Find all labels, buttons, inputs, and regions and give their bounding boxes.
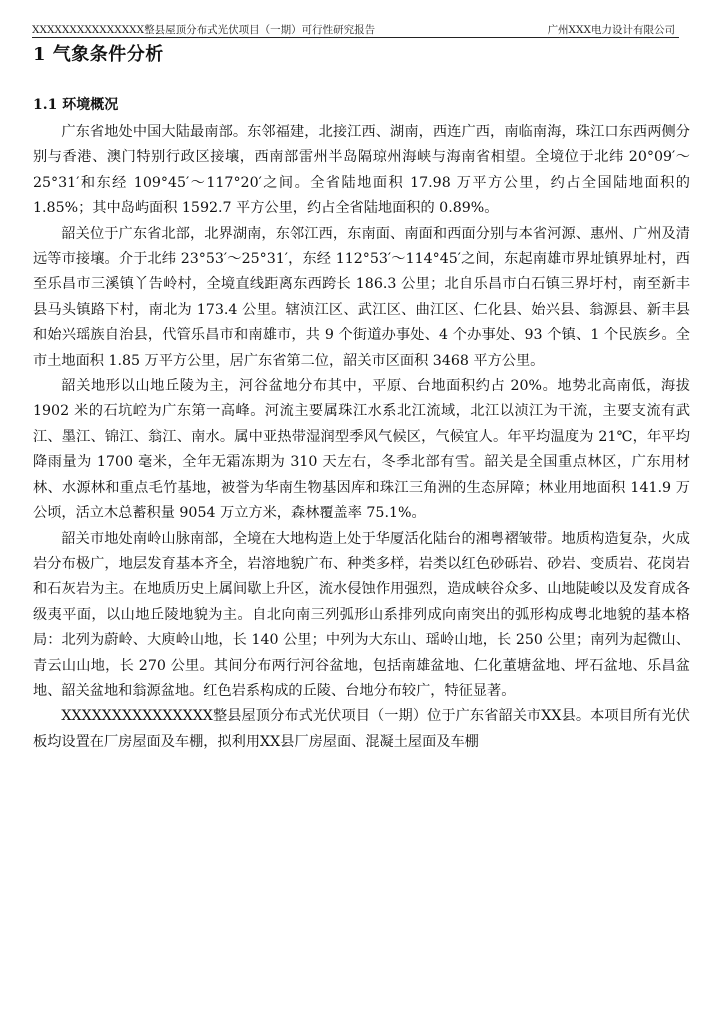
header-report-title: XXXXXXXXXXXXXXX整县屋顶分布式光伏项目（一期）可行性研究报告 [32,23,376,36]
header-divider [32,37,679,38]
header-company-name: 广州XXX电力设计有限公司 [547,23,675,36]
paragraph: 韶关位于广东省北部，北界湖南，东邻江西，东南面、南面和西面分别与本省河源、惠州、广州及清远等市接壤。介于北纬 23°53′～25°31′，东经 112°53′～114°45′之间，东起南雄市界址镇界址村，西至乐昌市三溪镇丫告岭村，全境直线距离东西跨长 186.3 公里；北自乐昌市白石镇三界圩村，南至新丰县马头镇路下村，南北为 173.4 公里。辖浈江区、武江区、曲江区、仁化县、始兴县、翁源县、新丰县和始兴瑶族自治县，代管乐昌市和南雄市，共 9 个街道办事处、4 个办事处、93 个镇、1 个民族乡。全市土地面积 1.85 万平方公里，居广东省第二位，韶关市区面积 3468 平方公里。 [33,225,690,369]
page-header [32,22,675,36]
body-text [33,120,690,755]
paragraph: 广东省地处中国大陆最南部。东邻福建，北接江西、湖南，西连广西，南临南海，珠江口东西两侧分别与香港、澳门特别行政区接壤，西南部雷州半岛隔琼州海峡与海南省相望。全境位于北纬 20°09′～25°31′和东经 109°45′～117°20′之间。全省陆地面积 17.98 万平方公里，约占全国陆地面积的 1.85%；其中岛屿面积 1592.7 平方公里，约占全省陆地面积的 0.89%。 [33,124,690,217]
chapter-title: 1 气象条件分析 [33,44,164,65]
paragraph: 韶关地形以山地丘陵为主，河谷盆地分布其中，平原、台地面积约占 20%。地势北高南低，海拔 1902 米的石坑崆为广东第一高峰。河流主要属珠江水系北江流域，北江以浈江为干流，主要支流有武江、墨江、锦江、翁江、南水。属中亚热带湿润型季风气候区，气候宜人。年平均温度为 21℃，年平均降雨量为 1700 毫米，全年无霜冻期为 310 天左右，冬季北部有雪。韶关是全国重点林区，广东用材林、水源林和重点毛竹基地，被誉为华南生物基因库和珠江三角洲的生态屏障；林业用地面积 141.9 万公顷，活立木总蓄积量 9054 万立方米，森林覆盖率 75.1%。 [33,378,690,522]
section-heading: 1.1 环境概况 [33,97,119,113]
paragraph: XXXXXXXXXXXXXXX整县屋顶分布式光伏项目（一期）位于广东省韶关市XX县。本项目所有光伏板均设置在厂房屋面及车棚，拟利用XX县厂房屋面、混凝土屋面及车棚 [33,708,690,750]
paragraph: 韶关市地处南岭山脉南部，全境在大地构造上处于华厦活化陆台的湘粤褶皱带。地质构造复杂，火成岩分布极广，地层发育基本齐全，岩溶地貌广布、种类多样，岩类以红色砂砾岩、砂岩、变质岩、花岗岩和石灰岩为主。在地质历史上属间歇上升区，流水侵蚀作用强烈，造成峡谷众多、山地陡峻以及发育成各级夷平面，以山地丘陵地貌为主。自北向南三列弧形山系排列成向南突出的弧形构成粤北地貌的基本格局：北列为蔚岭、大庾岭山地，长 140 公里；中列为大东山、瑶岭山地，长 250 公里；南列为起微山、青云山山地，长 270 公里。其间分布两行河谷盆地，包括南雄盆地、仁化董塘盆地、坪石盆地、乐昌盆地、韶关盆地和翁源盆地。红色岩系构成的丘陵、台地分布较广，特征显著。 [33,530,690,699]
